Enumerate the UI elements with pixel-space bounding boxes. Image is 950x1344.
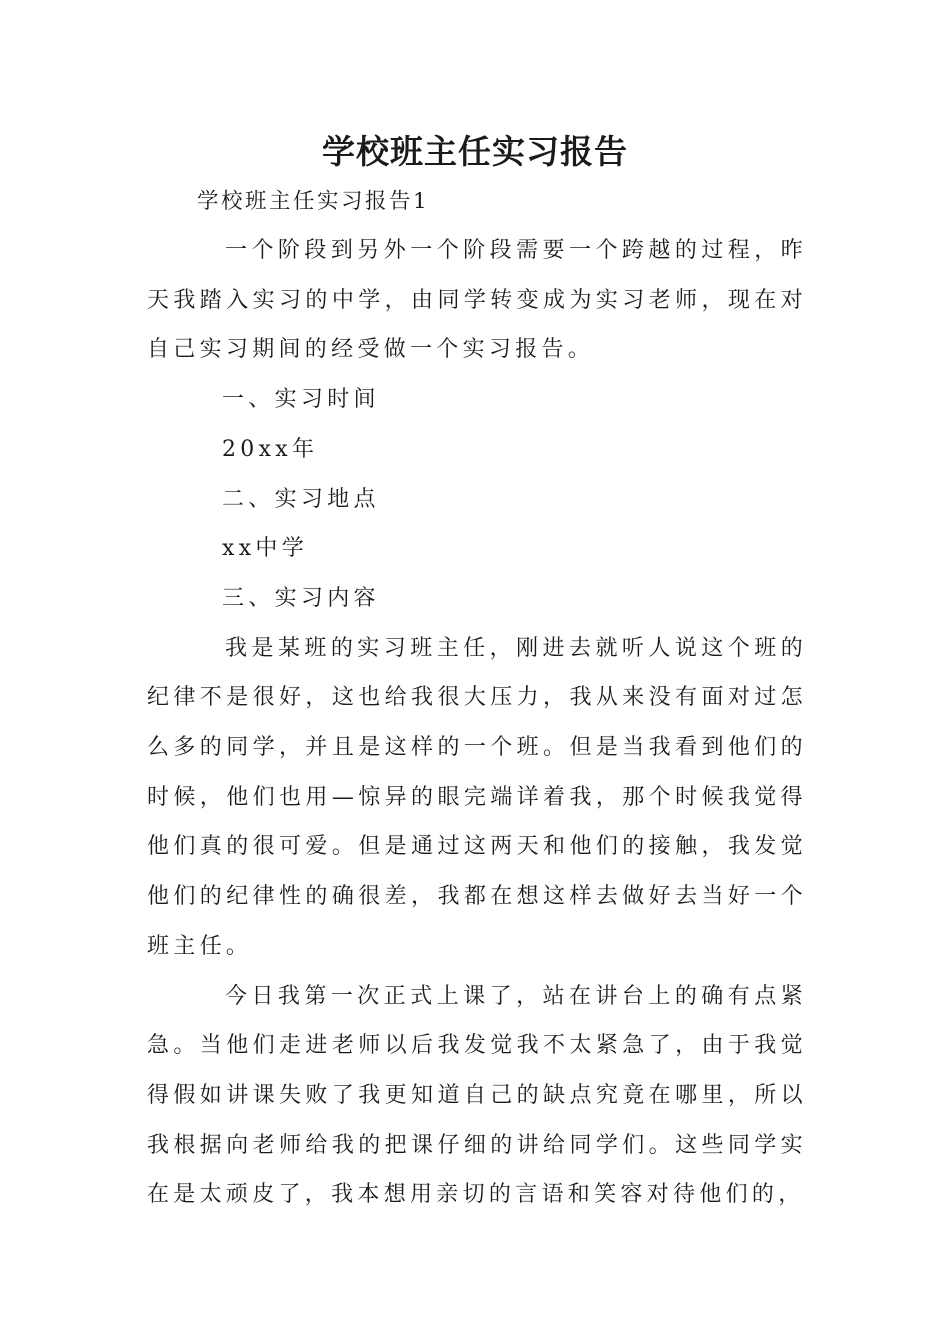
paragraph-intro: 一个阶段到另外一个阶段需要一个跨越的过程，昨天我踏入实习的中学，由同学转变成为实习老师，现在对自己实习期间的经受做一个实习报告。 (147, 238, 807, 363)
section-heading-content: 三、实习内容 (222, 585, 380, 611)
document-body (147, 226, 807, 1220)
paragraph-content-2: 今日我第一次正式上课了，站在讲台上的确有点紧急。当他们走进老师以后我发觉我不太紧急了，由于我觉得假如讲课失败了我更知道自己的缺点究竟在哪里，所以我根据向老师给我的把课仔细的讲给同学们。这些同学实在是太顽皮了，我本想用亲切的言语和笑容对待他们的， (147, 983, 807, 1208)
document-title: 学校班主任实习报告 (322, 132, 628, 171)
paragraph-content-1: 我是某班的实习班主任，刚进去就听人说这个班的纪律不是很好，这也给我很大压力，我从来没有面对过怎么多的同学，并且是这样的一个班。但是当我看到他们的时候，他们也用—惊异的眼完端详着我，那个时候我觉得他们真的很可爱。但是通过这两天和他们的接触，我发觉他们的纪律性的确很差，我都在想这样去做好去当好一个班主任。 (147, 635, 807, 959)
section-heading-time: 一、实习时间 (222, 387, 380, 413)
section-value-location: xx中学 (222, 536, 309, 562)
section-heading-location: 二、实习地点 (222, 486, 380, 512)
section-value-time: 20xx年 (222, 436, 319, 462)
document-subtitle: 学校班主任实习报告1 (197, 189, 430, 214)
